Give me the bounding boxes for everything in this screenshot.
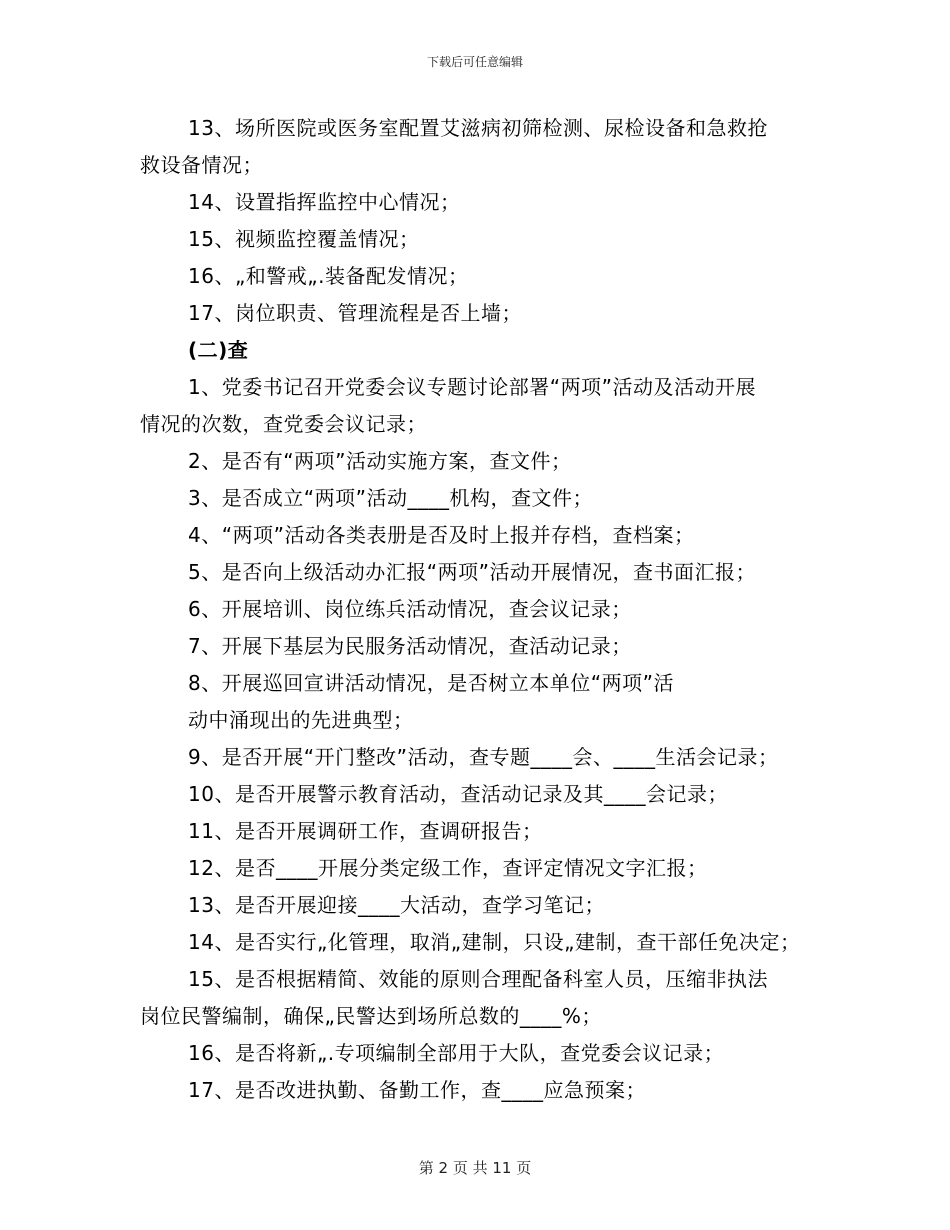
- page-header: 下载后可任意编辑: [426, 55, 523, 69]
- text-line: 救设备情况；: [140, 153, 263, 177]
- text-line: 2、是否有“两项”活动实施方案，查文件；: [188, 449, 572, 473]
- text-line: 情况的次数，查党委会议记录；: [140, 412, 427, 436]
- text-line: 15、视频监控覆盖情况；: [188, 227, 420, 251]
- text-line: 3、是否成立“两项”活动____机构，查文件；: [188, 486, 593, 510]
- text-line: 16、„和警戒„.装备配发情况；: [188, 264, 469, 288]
- text-line: 6、开展培训、岗位练兵活动情况，查会议记录；: [188, 597, 632, 621]
- text-line: 11、是否开展调研工作，查调研报告；: [188, 819, 543, 843]
- text-line: 13、是否开展迎接____大活动，查学习笔记；: [188, 893, 605, 917]
- text-line: 7、开展下基层为民服务活动情况，查活动记录；: [188, 634, 632, 658]
- section-heading: (二)查: [188, 338, 249, 362]
- text-line: 动中涌现出的先进典型；: [188, 708, 414, 732]
- text-line: 17、是否改进执勤、备勤工作，查____应急预案；: [188, 1078, 646, 1102]
- text-line: 4、“两项”活动各类表册是否及时上报并存档，查档案；: [188, 523, 695, 547]
- text-line: 5、是否向上级活动办汇报“两项”活动开展情况，查书面汇报；: [188, 560, 756, 584]
- text-line: 15、是否根据精简、效能的原则合理配备科室人员，压缩非执法: [188, 967, 768, 991]
- text-line: 9、是否开展“开门整改”活动，查专题____会、____生活会记录；: [188, 745, 779, 769]
- text-line: 1、党委书记召开党委会议专题讨论部署“两项”活动及活动开展: [188, 375, 756, 399]
- text-line: 10、是否开展警示教育活动，查活动记录及其____会记录；: [188, 782, 728, 806]
- page-number-footer: 第 2 页 共 11 页: [418, 1159, 532, 1177]
- text-line: 8、开展巡回宣讲活动情况，是否树立本单位“两项”活: [188, 671, 674, 695]
- text-line: 岗位民警编制，确保„民警达到场所总数的____%；: [140, 1004, 602, 1028]
- text-line: 13、场所医院或医务室配置艾滋病初筛检测、尿检设备和急救抢: [188, 116, 768, 140]
- text-line: 12、是否____开展分类定级工作，查评定情况文字汇报；: [188, 856, 708, 880]
- text-line: 17、岗位职责、管理流程是否上墙；: [188, 301, 522, 325]
- text-line: 14、设置指挥监控中心情况；: [188, 190, 461, 214]
- text-line: 14、是否实行„化管理，取消„建制，只设„建制，查干部任免决定；: [188, 930, 801, 954]
- text-line: 16、是否将新„.专项编制全部用于大队，查党委会议记录；: [188, 1041, 725, 1065]
